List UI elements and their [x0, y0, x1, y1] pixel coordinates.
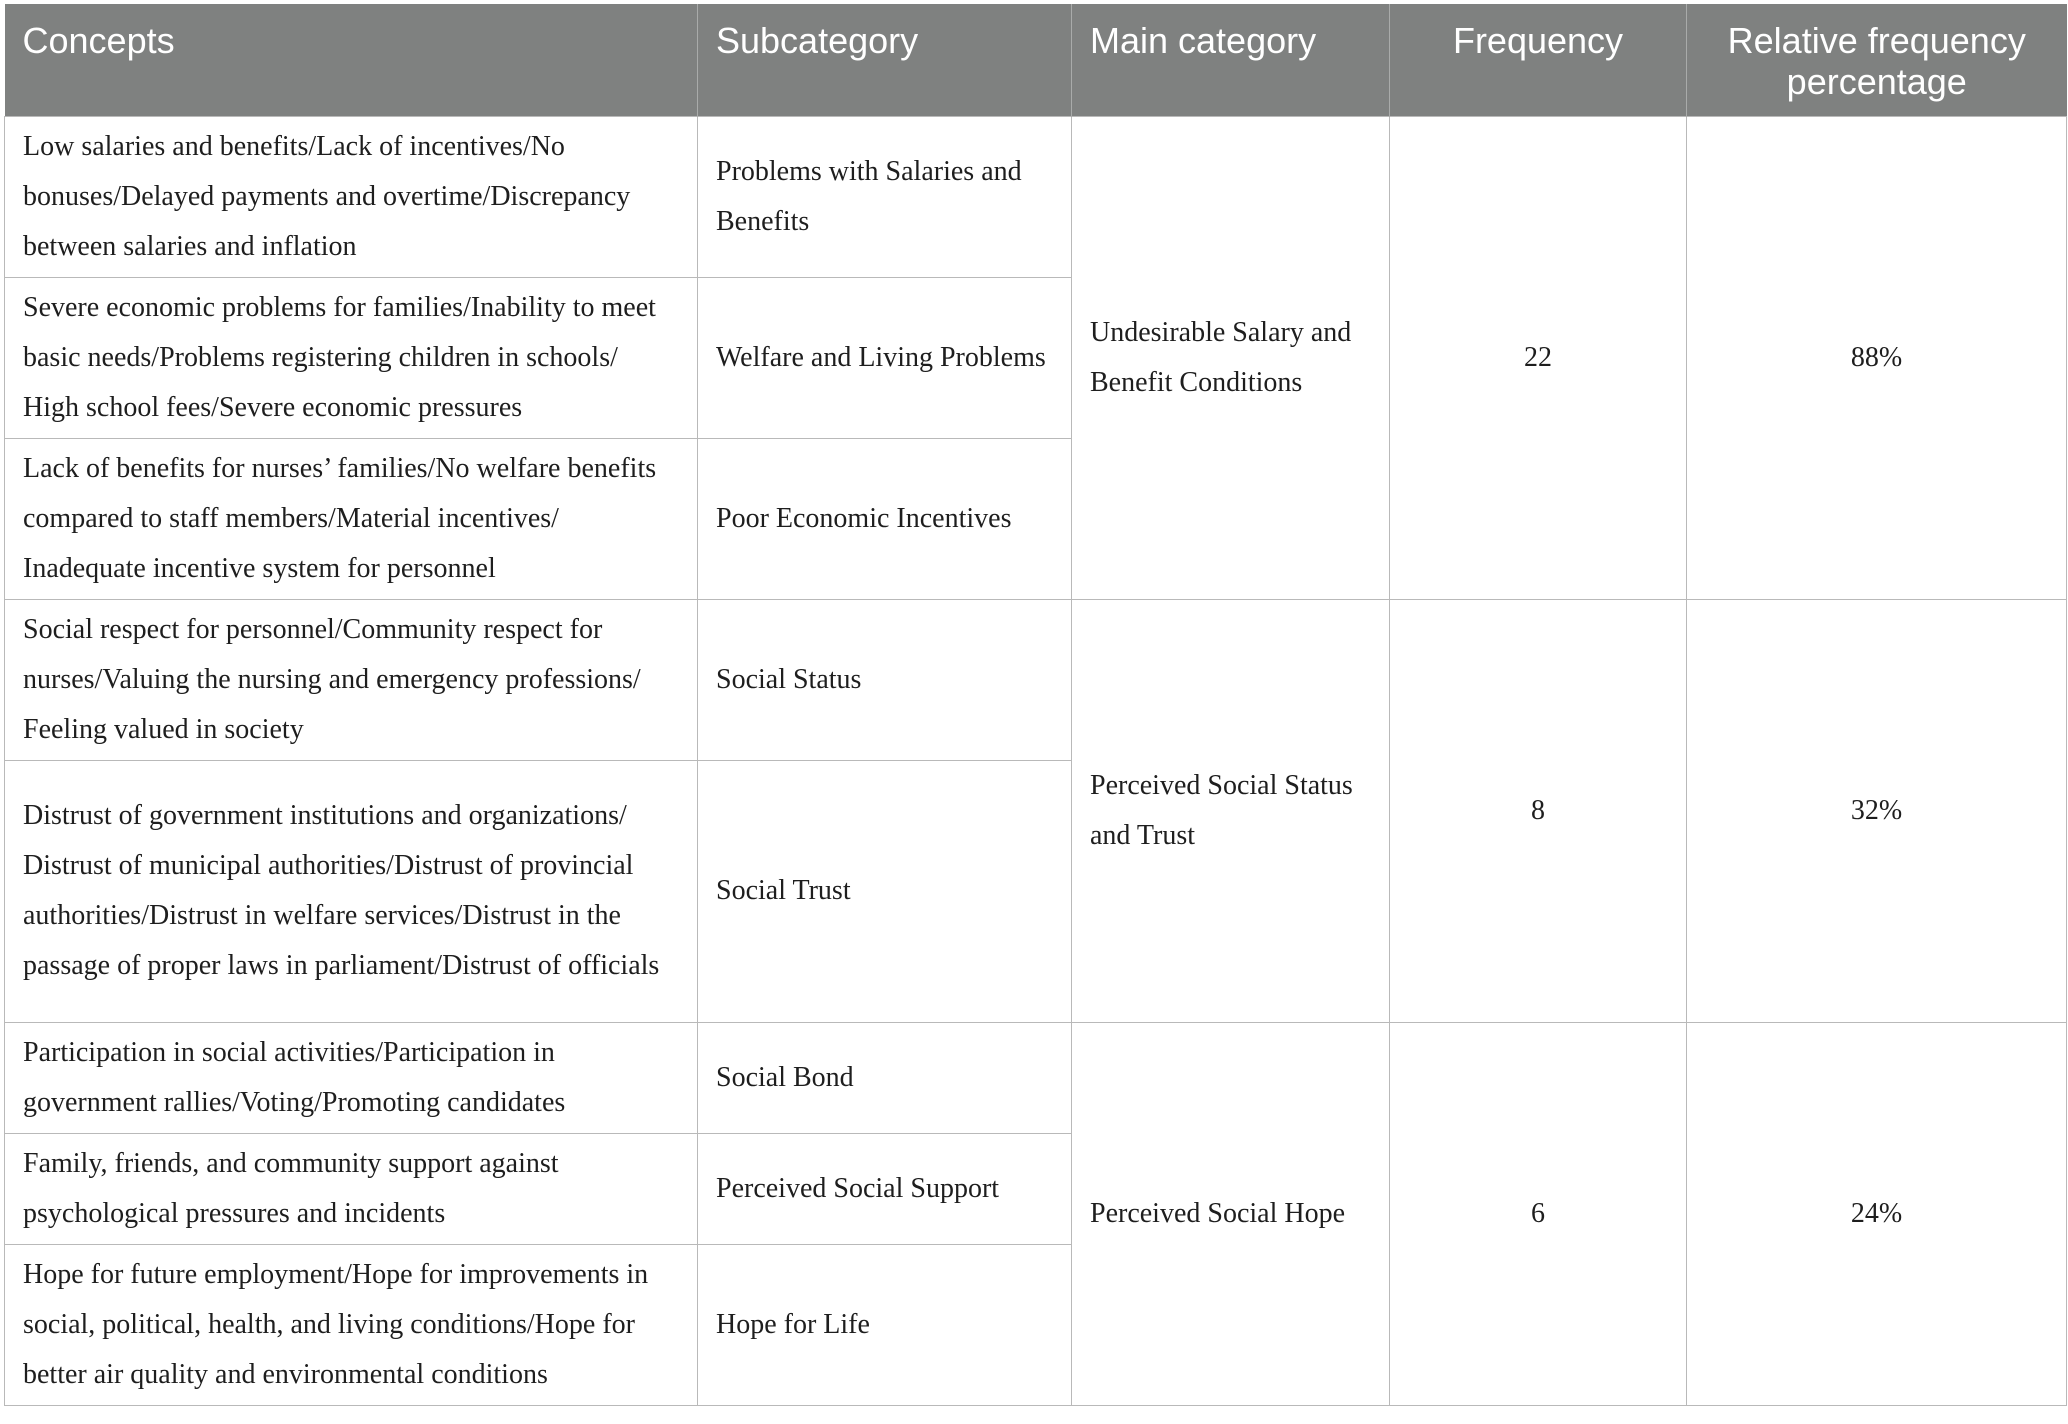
header-relative-frequency: Relative frequency percentage	[1687, 4, 2067, 116]
relative-frequency-cell: 24%	[1687, 1022, 2067, 1405]
subcategory-cell: Social Bond	[698, 1022, 1072, 1133]
table-row	[5, 1022, 2067, 1133]
concepts-cell: Severe economic problems for families/Inability to meet basic needs/Problems registering children in schools/ High school fees/Severe economic pressures	[5, 277, 698, 438]
concepts-cell: Low salaries and benefits/Lack of incentives/No bonuses/Delayed payments and overtime/Discrepancy between salaries and inflation	[5, 116, 698, 277]
main-category-cell: Perceived Social Hope	[1072, 1022, 1390, 1405]
subcategory-cell: Perceived Social Support	[698, 1133, 1072, 1244]
concepts-table	[4, 4, 2067, 1406]
frequency-cell: 8	[1390, 599, 1687, 1022]
header-subcategory: Subcategory	[698, 4, 1072, 116]
concepts-cell: Social respect for personnel/Community respect for nurses/Valuing the nursing and emergency professions/ Feeling valued in society	[5, 599, 698, 760]
concepts-cell: Distrust of government institutions and organizations/ Distrust of municipal authorities/Distrust of provincial authorities/Distrust in welfare services/Distrust in the passage of proper laws in parliament/Distrust of officials	[5, 760, 698, 1022]
concepts-cell: Hope for future employment/Hope for improvements in social, political, health, and living conditions/Hope for better air quality and environmental conditions	[5, 1244, 698, 1405]
subcategory-cell: Poor Economic Incentives	[698, 438, 1072, 599]
frequency-cell: 22	[1390, 116, 1687, 599]
subcategory-cell: Hope for Life	[698, 1244, 1072, 1405]
concepts-cell: Participation in social activities/Participation in government rallies/Voting/Promoting candidates	[5, 1022, 698, 1133]
relative-frequency-cell: 88%	[1687, 116, 2067, 599]
subcategory-cell: Social Trust	[698, 760, 1072, 1022]
relative-frequency-cell: 32%	[1687, 599, 2067, 1022]
concepts-cell: Family, friends, and community support against psychological pressures and incidents	[5, 1133, 698, 1244]
main-category-cell: Perceived Social Status and Trust	[1072, 599, 1390, 1022]
table-header-row	[5, 4, 2067, 116]
subcategory-cell: Welfare and Living Problems	[698, 277, 1072, 438]
header-concepts: Concepts	[5, 4, 698, 116]
frequency-cell: 6	[1390, 1022, 1687, 1405]
table-row	[5, 599, 2067, 760]
header-frequency: Frequency	[1390, 4, 1687, 116]
main-category-cell: Undesirable Salary and Benefit Conditions	[1072, 116, 1390, 599]
concepts-cell: Lack of benefits for nurses’ families/No welfare benefits compared to staff members/Material incentives/ Inadequate incentive system for personnel	[5, 438, 698, 599]
header-main-category: Main category	[1072, 4, 1390, 116]
subcategory-cell: Social Status	[698, 599, 1072, 760]
subcategory-cell: Problems with Salaries and Benefits	[698, 116, 1072, 277]
table-row	[5, 116, 2067, 277]
